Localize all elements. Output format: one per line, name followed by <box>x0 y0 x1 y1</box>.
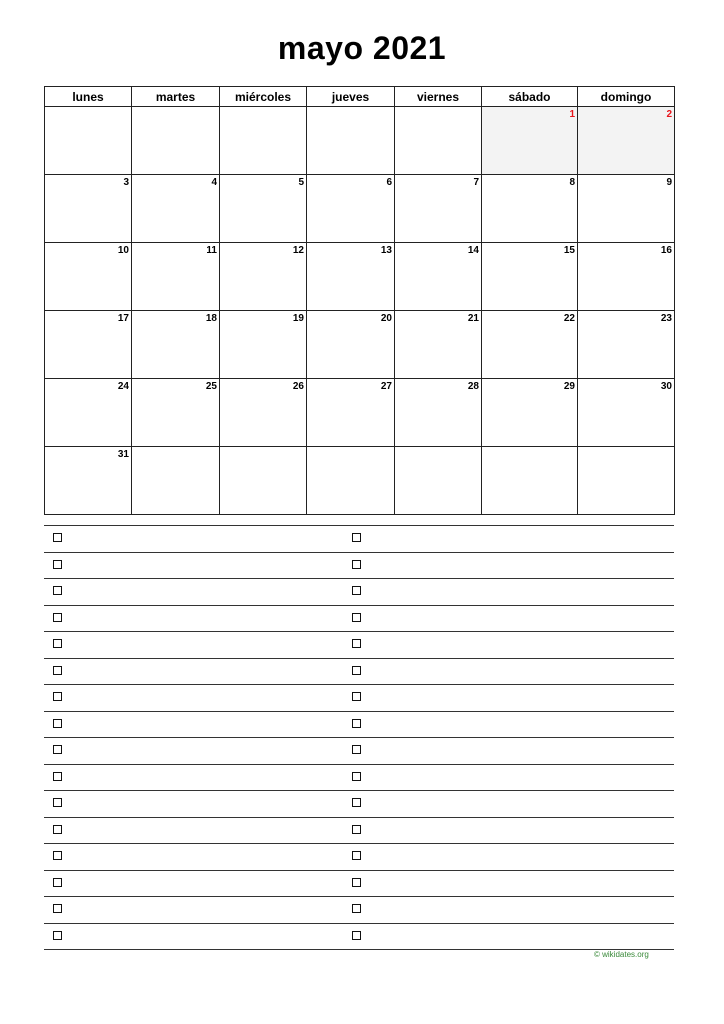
checkbox[interactable] <box>53 719 62 728</box>
weekday-header: lunes <box>45 87 132 107</box>
day-cell[interactable] <box>45 175 132 243</box>
weekday-header: martes <box>132 87 220 107</box>
checkbox[interactable] <box>53 613 62 622</box>
day-number: 14 <box>467 245 479 256</box>
task-row <box>44 765 674 792</box>
day-number-holiday: 2 <box>666 109 672 120</box>
day-cell[interactable] <box>132 379 220 447</box>
day-cell[interactable] <box>578 311 675 379</box>
task-row <box>44 897 674 924</box>
checkbox[interactable] <box>352 666 361 675</box>
task-row <box>44 871 674 898</box>
day-number: 16 <box>660 245 672 256</box>
checkbox[interactable] <box>53 692 62 701</box>
checkbox[interactable] <box>53 745 62 754</box>
day-cell[interactable] <box>395 447 482 515</box>
task-row <box>44 738 674 765</box>
day-number: 5 <box>298 177 304 188</box>
checkbox[interactable] <box>53 825 62 834</box>
page-title: mayo 2021 <box>277 30 447 66</box>
day-number: 26 <box>292 381 304 392</box>
checkbox[interactable] <box>352 692 361 701</box>
day-cell[interactable] <box>220 311 307 379</box>
day-cell[interactable] <box>45 243 132 311</box>
day-cell[interactable] <box>220 175 307 243</box>
day-number: 22 <box>563 313 575 324</box>
day-cell[interactable] <box>578 243 675 311</box>
day-number <box>578 447 674 449</box>
day-number: 8 <box>569 177 575 188</box>
day-number: 31 <box>117 449 129 460</box>
day-number: 12 <box>292 245 304 256</box>
weekday-header: viernes <box>395 87 482 107</box>
day-number <box>307 447 394 449</box>
checkbox[interactable] <box>352 772 361 781</box>
day-number <box>220 447 306 449</box>
task-row <box>44 659 674 686</box>
week-row <box>45 447 675 515</box>
day-cell[interactable] <box>482 175 578 243</box>
day-cell[interactable] <box>578 447 675 515</box>
day-number: 3 <box>123 177 129 188</box>
week-row <box>45 175 675 243</box>
checkbox[interactable] <box>352 745 361 754</box>
task-row <box>44 606 674 633</box>
task-row <box>44 818 674 845</box>
calendar-grid <box>44 86 675 515</box>
checkbox[interactable] <box>352 904 361 913</box>
day-cell[interactable] <box>395 243 482 311</box>
day-number: 17 <box>117 313 129 324</box>
day-cell[interactable] <box>220 107 307 175</box>
checkbox[interactable] <box>352 798 361 807</box>
checkbox[interactable] <box>352 586 361 595</box>
week-row <box>45 243 675 311</box>
weekday-header: miércoles <box>220 87 307 107</box>
day-cell[interactable] <box>220 379 307 447</box>
task-row <box>44 632 674 659</box>
task-list <box>44 525 674 950</box>
day-cell[interactable] <box>45 447 132 515</box>
day-number: 23 <box>660 313 672 324</box>
checkbox[interactable] <box>53 851 62 860</box>
checkbox[interactable] <box>352 719 361 728</box>
checkbox[interactable] <box>352 613 361 622</box>
day-cell[interactable] <box>578 107 675 175</box>
weekday-header-row <box>45 87 675 107</box>
checkbox[interactable] <box>53 666 62 675</box>
day-cell[interactable] <box>45 311 132 379</box>
day-number: 4 <box>211 177 217 188</box>
checkbox[interactable] <box>53 772 62 781</box>
checkbox[interactable] <box>352 878 361 887</box>
weekday-header: sábado <box>482 87 578 107</box>
task-row <box>44 791 674 818</box>
day-cell[interactable] <box>307 379 395 447</box>
checkbox[interactable] <box>53 798 62 807</box>
task-row <box>44 712 674 739</box>
day-number <box>132 447 219 449</box>
task-row <box>44 685 674 712</box>
checkbox[interactable] <box>53 931 62 940</box>
day-number: 24 <box>117 381 129 392</box>
day-number: 25 <box>205 381 217 392</box>
day-cell[interactable] <box>482 107 578 175</box>
checkbox[interactable] <box>352 931 361 940</box>
checkbox[interactable] <box>53 878 62 887</box>
day-number: 18 <box>205 313 217 324</box>
day-number: 20 <box>380 313 392 324</box>
day-cell[interactable] <box>220 243 307 311</box>
day-number: 28 <box>467 381 479 392</box>
task-row <box>44 924 674 951</box>
checkbox[interactable] <box>53 586 62 595</box>
day-number: 7 <box>473 177 479 188</box>
week-row <box>45 379 675 447</box>
day-number: 19 <box>292 313 304 324</box>
task-row <box>44 526 674 553</box>
day-cell[interactable] <box>307 447 395 515</box>
day-cell[interactable] <box>482 447 578 515</box>
day-cell[interactable] <box>132 107 220 175</box>
day-number <box>395 447 481 449</box>
day-cell[interactable] <box>395 175 482 243</box>
day-number <box>307 107 394 109</box>
day-number: 29 <box>563 381 575 392</box>
day-cell[interactable] <box>578 175 675 243</box>
day-number: 27 <box>380 381 392 392</box>
day-cell[interactable] <box>307 243 395 311</box>
task-row <box>44 579 674 606</box>
checkbox[interactable] <box>53 639 62 648</box>
task-row <box>44 553 674 580</box>
day-cell[interactable] <box>307 107 395 175</box>
footer-credit: © wikidates.org <box>594 950 649 959</box>
day-cell[interactable] <box>307 311 395 379</box>
day-cell[interactable] <box>395 311 482 379</box>
day-cell[interactable] <box>132 311 220 379</box>
day-cell[interactable] <box>307 175 395 243</box>
checkbox[interactable] <box>352 560 361 569</box>
day-number <box>482 447 577 449</box>
day-number: 6 <box>386 177 392 188</box>
day-cell[interactable] <box>132 243 220 311</box>
day-cell[interactable] <box>578 379 675 447</box>
day-cell[interactable] <box>132 447 220 515</box>
day-cell[interactable] <box>395 379 482 447</box>
day-number: 13 <box>380 245 392 256</box>
day-cell[interactable] <box>395 107 482 175</box>
checkbox[interactable] <box>53 904 62 913</box>
day-number: 11 <box>206 245 217 256</box>
task-row <box>44 844 674 871</box>
day-number: 30 <box>660 381 672 392</box>
day-cell[interactable] <box>482 311 578 379</box>
day-number: 9 <box>666 177 672 188</box>
checkbox[interactable] <box>53 560 62 569</box>
day-cell[interactable] <box>132 175 220 243</box>
day-cell[interactable] <box>482 243 578 311</box>
weekday-header: jueves <box>307 87 395 107</box>
day-cell[interactable] <box>45 379 132 447</box>
day-number <box>395 107 481 109</box>
day-cell[interactable] <box>45 107 132 175</box>
week-row <box>45 311 675 379</box>
checkbox[interactable] <box>352 851 361 860</box>
checkbox[interactable] <box>352 533 361 542</box>
day-number <box>220 107 306 109</box>
weekday-header: domingo <box>578 87 675 107</box>
checkbox[interactable] <box>352 639 361 648</box>
day-number: 15 <box>563 245 575 256</box>
day-cell[interactable] <box>220 447 307 515</box>
day-number-holiday: 1 <box>569 109 575 120</box>
day-number: 21 <box>467 313 479 324</box>
day-number <box>132 107 219 109</box>
week-row <box>45 107 675 175</box>
day-number: 10 <box>117 245 129 256</box>
day-number <box>45 107 131 109</box>
checkbox[interactable] <box>352 825 361 834</box>
checkbox[interactable] <box>53 533 62 542</box>
day-cell[interactable] <box>482 379 578 447</box>
